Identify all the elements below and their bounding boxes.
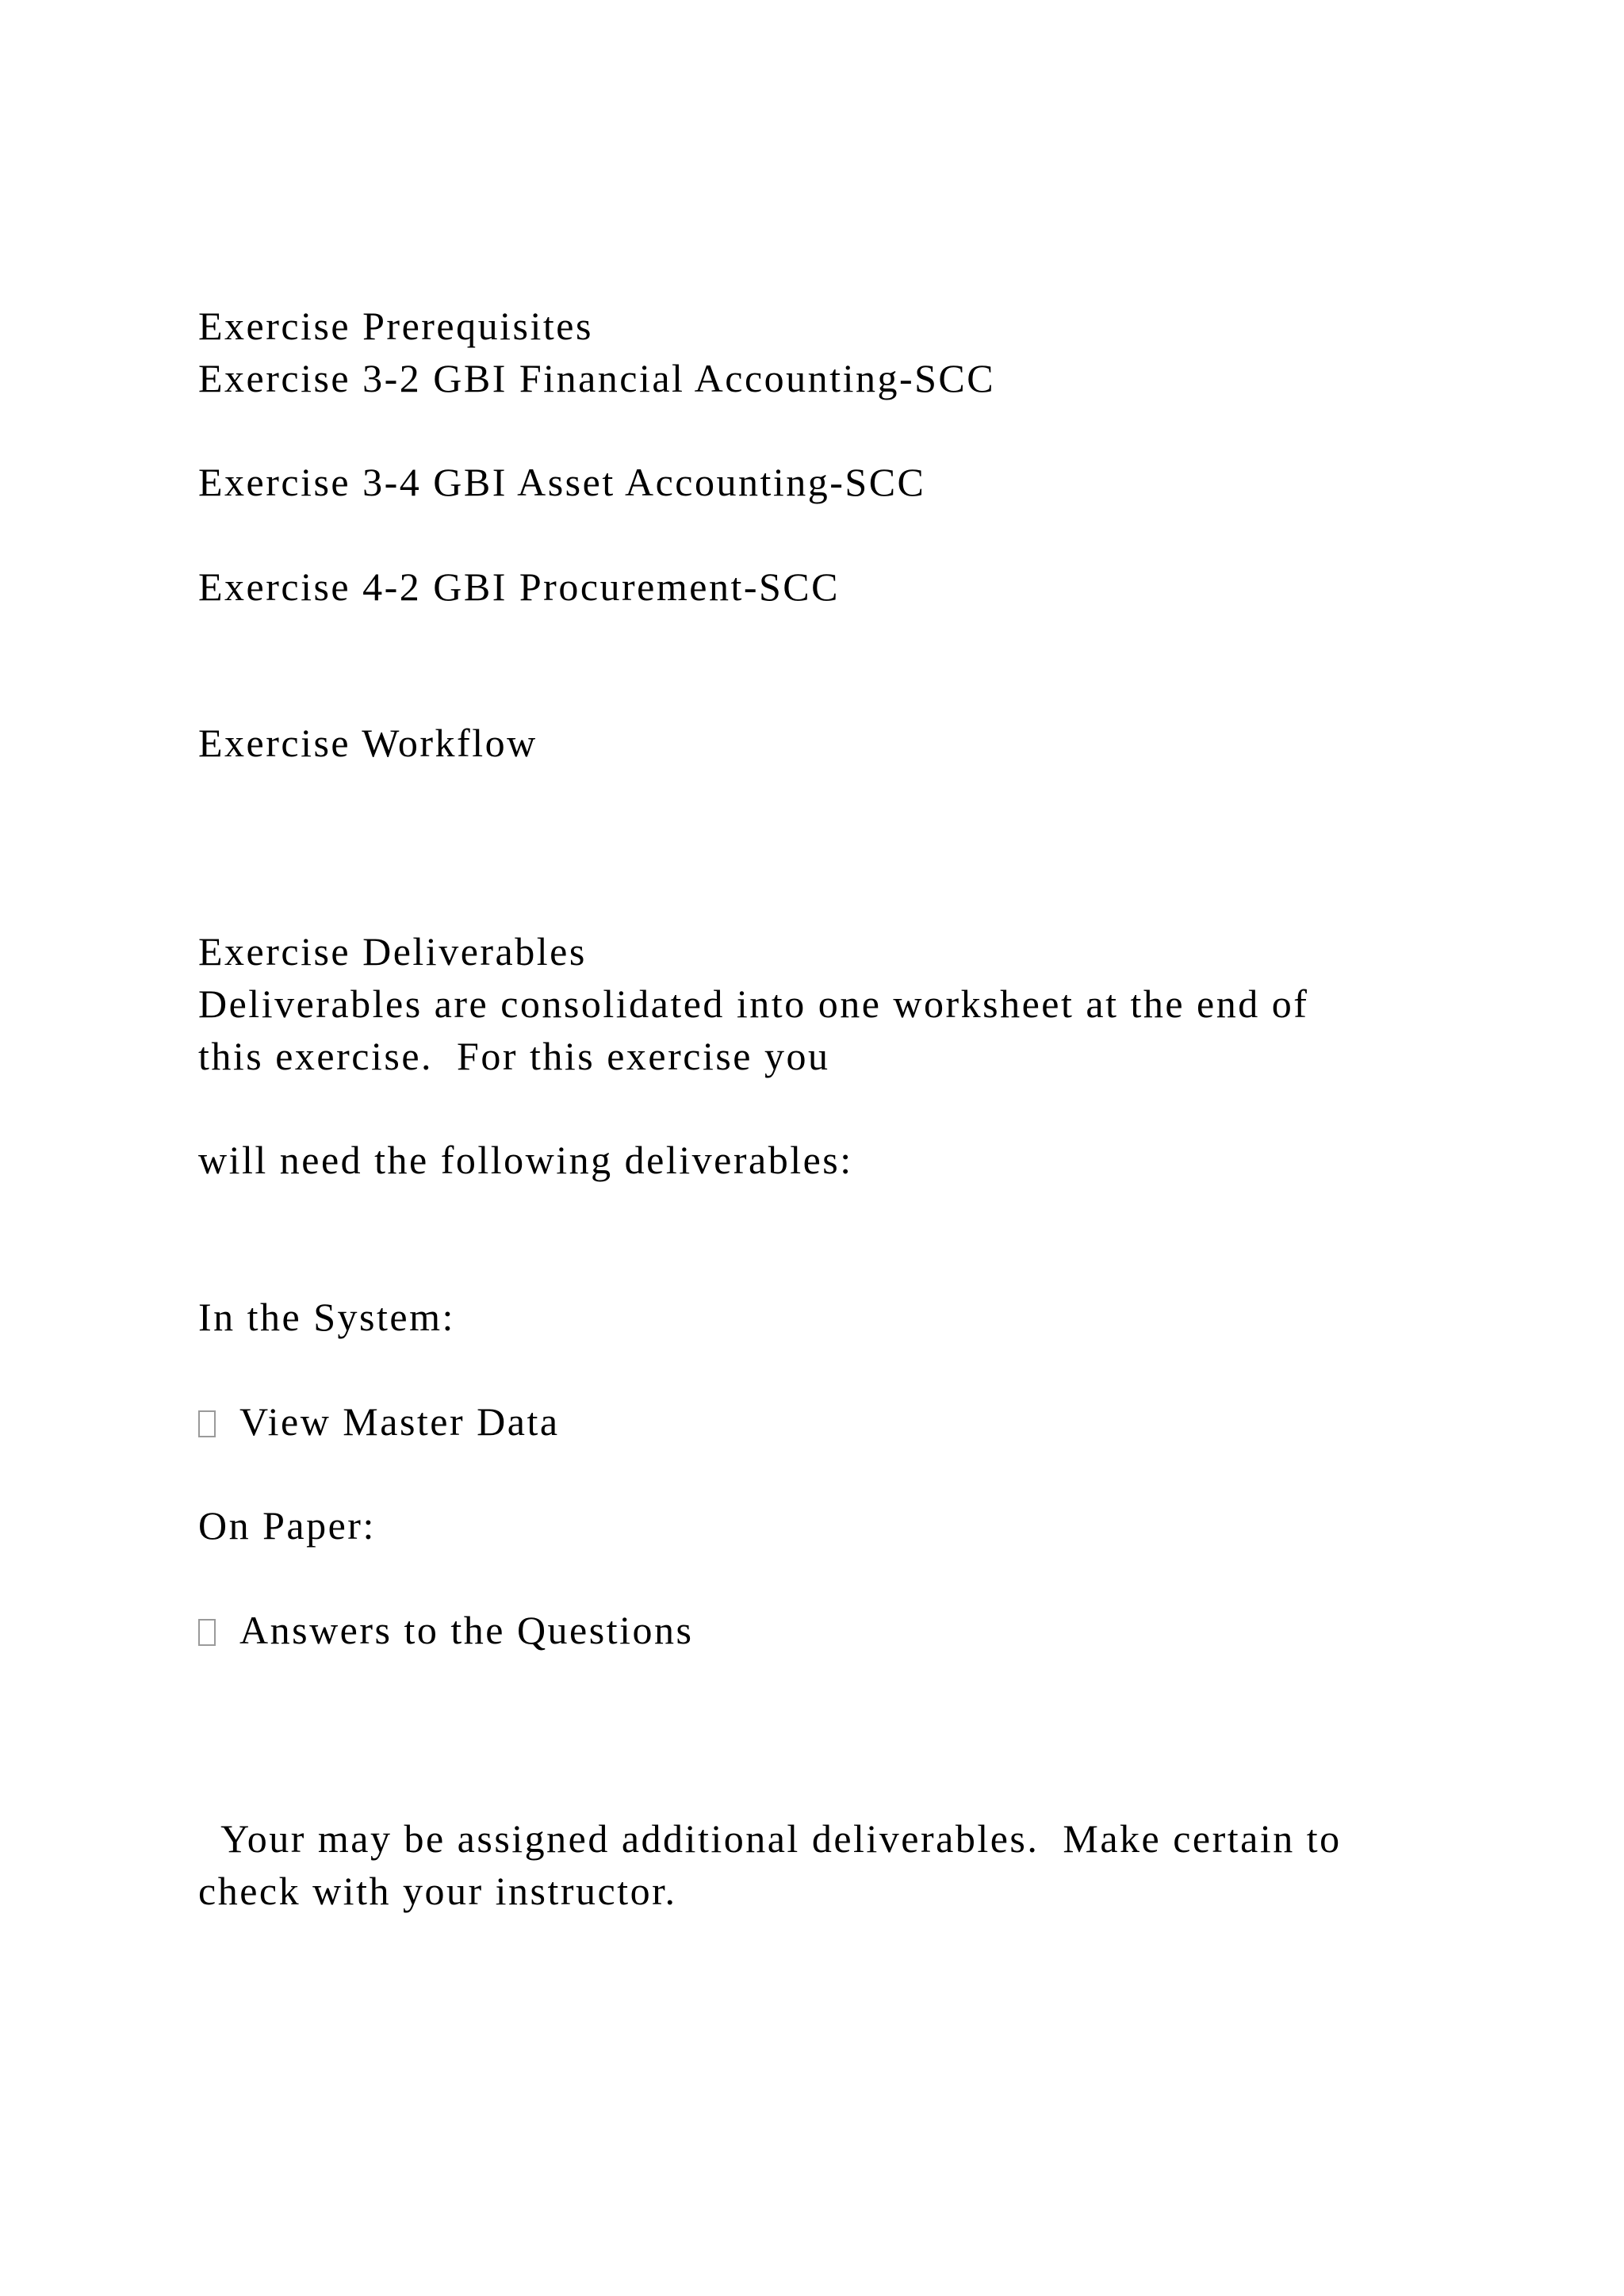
note-line-2: check with your instructor.: [198, 1869, 677, 1913]
checkbox-glyph-icon: [198, 1410, 216, 1437]
prerequisites-heading: Exercise Prerequisites: [198, 304, 593, 348]
deliverables-intro-line-3: will need the following deliverables:: [198, 1138, 853, 1182]
system-label: In the System:: [198, 1295, 455, 1339]
paper-deliverable-item: [198, 1604, 693, 1656]
system-deliverable-text: View Master Data: [239, 1399, 560, 1444]
deliverables-intro-line-1: Deliverables are consolidated into one worksheet at the end of: [198, 982, 1309, 1026]
workflow-heading: Exercise Workflow: [198, 721, 538, 765]
system-deliverable-item: [198, 1395, 560, 1448]
note-line-1: Your may be assigned additional deliverables. Make certain to: [198, 1816, 1342, 1861]
deliverables-heading: Exercise Deliverables: [198, 929, 587, 974]
prerequisite-item-3: Exercise 4-2 GBI Procurement-SCC: [198, 564, 841, 609]
deliverables-intro-line-2: this exercise. For this exercise you: [198, 1034, 830, 1078]
prerequisite-item-1: Exercise 3-2 GBI Financial Accounting-SCC: [198, 356, 996, 400]
paper-label: On Paper:: [198, 1503, 376, 1548]
checkbox-glyph-icon: [198, 1619, 216, 1646]
paper-deliverable-text: Answers to the Questions: [239, 1608, 694, 1652]
prerequisite-item-2: Exercise 3-4 GBI Asset Accounting-SCC: [198, 460, 926, 504]
